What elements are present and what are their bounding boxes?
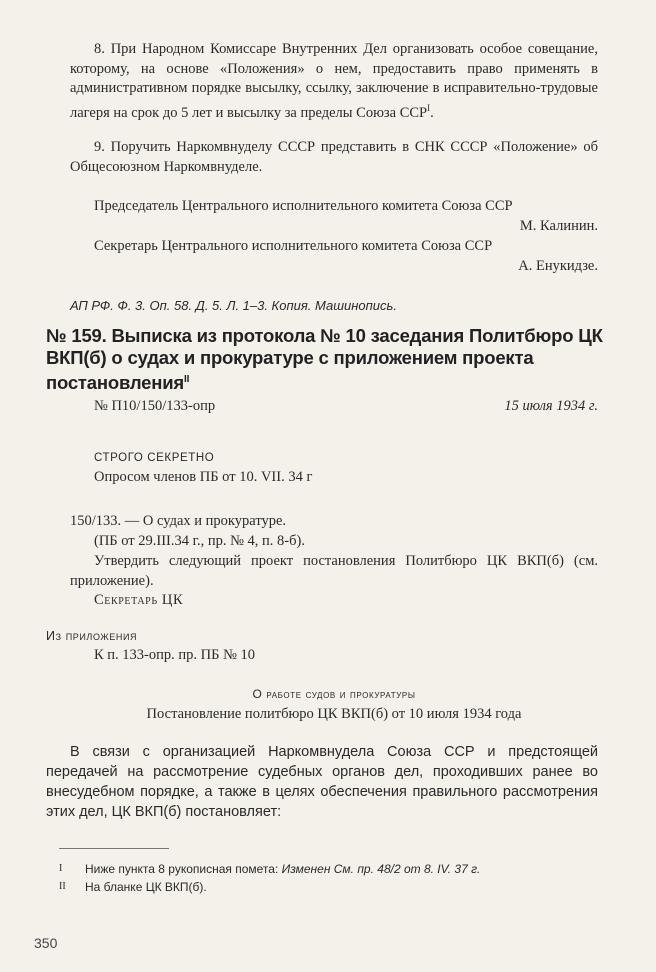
signature-1-name: М. Калинин. [519,218,598,234]
signature-2-name: А. Енукидзе. [518,258,598,274]
document-heading-text: № 159. Выписка из протокола № 10 заседания Политбюро ЦК ВКП(б) о судах и прокуратуре с приложением проекта постановления [46,325,603,394]
footnote-1-prefix: Ниже пункта 8 рукописная помета: [85,862,282,876]
signature-1-title: Председатель Центрального исполнительного комитета Союза ССР [94,198,513,214]
footnote-2-prefix: На бланке ЦК ВКП(б). [85,880,207,894]
paragraph-item-8 [70,40,598,123]
page-number: 350 [34,935,58,951]
signature-2-title: Секретарь Центрального исполнительного комитета Союза ССР [94,238,493,254]
paragraph-item-9: 9. Поручить Наркомвнуделу СССР представить в СНК СССР «Положение» об Общесоюзном Наркомвнуделе. [70,139,598,175]
secretary-signature: Секретарь ЦК [94,592,184,608]
footnote-1-mark: I [59,863,63,874]
appendix-label: Из приложения [46,629,138,643]
document-heading [46,325,606,394]
footnote-divider [59,848,169,849]
appendix-reference: К п. 133-опр. пр. ПБ № 10 [94,647,256,663]
agenda-item-reference: (ПБ от 29.III.34 г., пр. № 4, п. 8-б). [94,533,305,549]
document-number: № П10/150/133-опр [94,398,216,414]
archive-reference: АП РФ. Ф. 3. Оп. 58. Д. 5. Л. 1–3. Копия. Машинопись. [70,298,397,313]
secrecy-label: СТРОГО СЕКРЕТНО [94,452,215,464]
footnote-1-text: Изменен См. пр. 48/2 от 8. IV. 37 г. [281,862,481,876]
footnote-marker-1: I [427,102,431,113]
section-title: О работе судов и прокуратуры [252,687,416,701]
body-paragraph: В связи с организацией Наркомвнудела Союза ССР и предстоящей передачей на рассмотрение судебных органов дел, проходивших ранее во внесудебном порядке, а также в целях обеспечения правильного рассмотрения этих дел, ЦК ВКП(б) постановляет: [46,744,598,820]
item-8-end: . [430,104,434,121]
item-8-text: 8. При Народном Комиссаре Внутренних Дел организовать особое совещание, которому, на основе «Положения» о нем, предоставить право применять в административном порядке высылку, ссылку, заключение в исправительно-трудовые лагеря на срок до 5 лет и высылку за пределы Союза ССР [70,41,598,121]
footnote-marker-2: II [184,374,190,385]
approval-paragraph: Утвердить следующий проект постановления Политбюро ЦК ВКП(б) (см. приложение). [70,553,598,589]
poll-line: Опросом членов ПБ от 10. VII. 34 г [94,469,313,485]
document-date: 15 июля 1934 г. [504,398,598,414]
footnote-2-mark: II [59,881,66,892]
agenda-item-title: 150/133. — О судах и прокуратуре. [70,513,287,529]
footnote-1 [59,861,599,877]
section-subtitle: Постановление политбюро ЦК ВКП(б) от 10 июля 1934 года [146,706,522,722]
footnote-2 [59,879,599,895]
